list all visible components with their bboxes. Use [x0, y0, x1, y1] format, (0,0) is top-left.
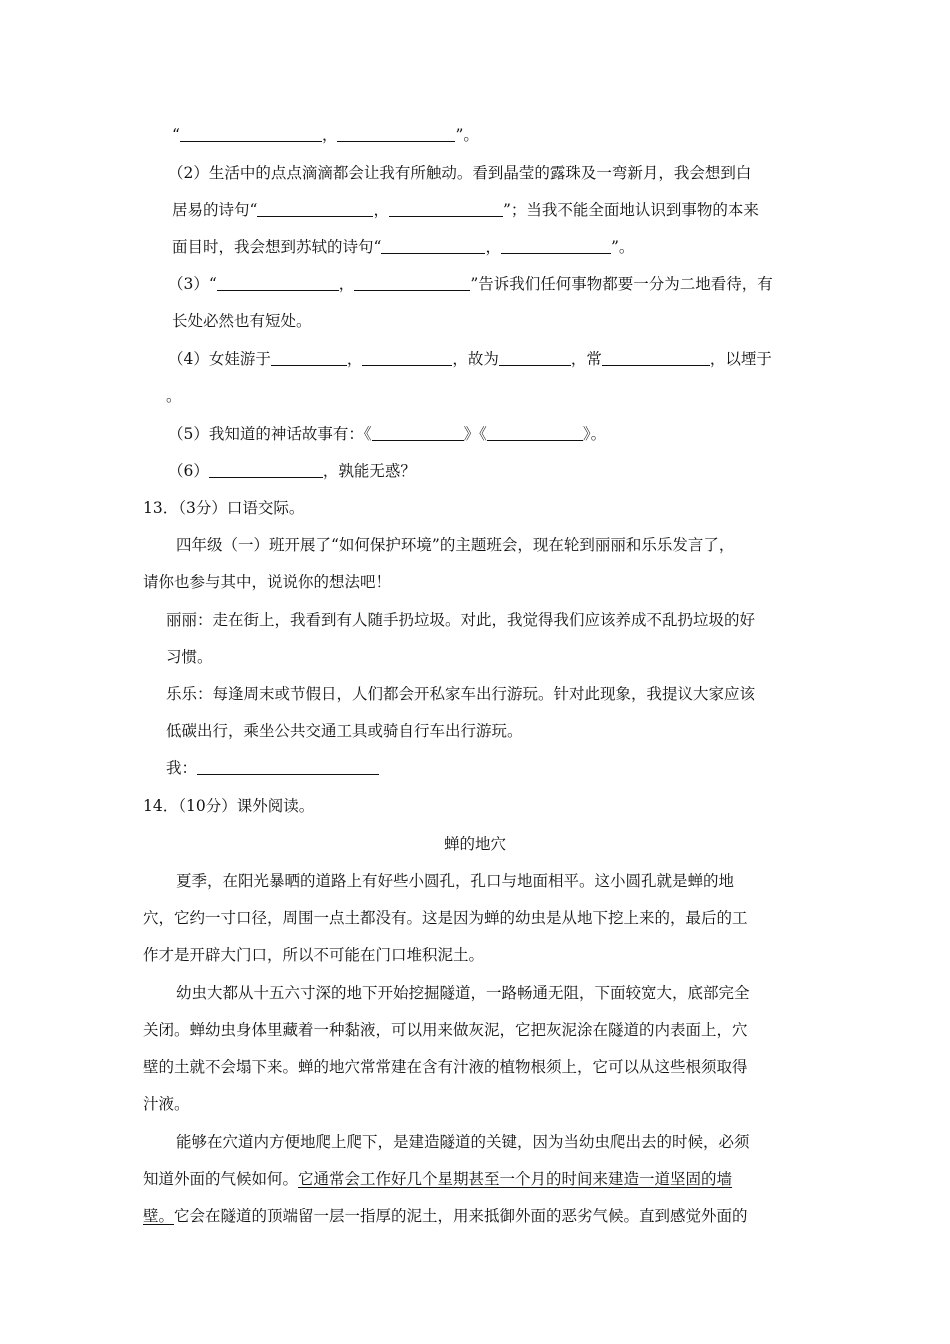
answer-blank[interactable] — [209, 462, 323, 478]
q12-1-continuation: “ ， ”。 — [172, 126, 479, 144]
q12-4-line-1: （4）女娃游于 ， ，故为 ，常 ，以堙于 — [168, 350, 772, 368]
answer-blank[interactable] — [197, 759, 379, 775]
q12-6: （6） ，孰能无惑？ — [168, 462, 416, 480]
para2-line-4: 汁液。 — [143, 1095, 190, 1113]
q13-lele-line-2: 低碳出行，乘坐公共交通工具或骑自行车出行游玩。 — [166, 722, 523, 740]
para1-line-3: 作才是开辟大门口，所以不可能在门口堆积泥土。 — [143, 946, 485, 964]
q12-5: （5）我知道的神话故事有：《 》《 》。 — [168, 425, 607, 443]
answer-blank[interactable] — [381, 238, 485, 254]
para1-line-2: 穴，它约一寸口径，周围一点土都没有。这是因为蝉的幼虫是从地下挖上来的，最后的工 — [143, 909, 748, 927]
para3-line-3: 壁。它会在隧道的顶端留一层一指厚的泥土，用来抵御外面的恶劣气候。直到感觉外面的 — [143, 1207, 748, 1225]
article-title: 蝉的地穴 — [443, 835, 506, 853]
para2-line-1: 幼虫大都从十五六寸深的地下开始挖掘隧道，一路畅通无阻，下面较宽大，底部完全 — [176, 984, 750, 1002]
answer-blank[interactable] — [501, 238, 611, 254]
answer-blank[interactable] — [389, 201, 503, 217]
q12-2-line-3: 面目时，我会想到苏轼的诗句“ ， ”。 — [172, 238, 635, 256]
q12-2-line-1: （2）生活中的点点滴滴都会让我有所触动。看到晶莹的露珠及一弯新月，我会想到白 — [168, 164, 752, 182]
q13-lele-line-1: 乐乐：每逢周末或节假日，人们都会开私家车出行游玩。针对此现象，我提议大家应该 — [166, 685, 756, 703]
answer-blank[interactable] — [487, 425, 583, 441]
answer-blank[interactable] — [602, 350, 710, 366]
q13-prompt-line-1: 四年级（一）班开展了“如何保护环境”的主题班会，现在轮到丽丽和乐乐发言了， — [176, 536, 735, 554]
q12-3-line-2: 长处必然也有短处。 — [172, 312, 312, 330]
q13-my-answer: 我： — [166, 758, 379, 778]
underlined-sentence: 它通常会工作好几个星期甚至一个月的时间来建造一道坚固的墙 — [298, 1170, 733, 1188]
question-14-title: 14．（10分）课外阅读。 — [143, 797, 315, 815]
q13-lili-line-1: 丽丽：走在街上，我看到有人随手扔垃圾。对此，我觉得我们应该养成不乱扔垃圾的好 — [166, 611, 756, 629]
answer-blank[interactable] — [180, 126, 322, 142]
underlined-sentence-end: 壁。 — [143, 1207, 175, 1225]
answer-blank[interactable] — [354, 275, 470, 291]
answer-blank[interactable] — [271, 350, 347, 366]
answer-blank[interactable] — [217, 275, 339, 291]
answer-blank[interactable] — [499, 350, 571, 366]
para2-line-3: 壁的土就不会塌下来。蝉的地穴常常建在含有汁液的植物根须上，它可以从这些根须取得 — [143, 1058, 748, 1076]
question-13-title: 13．（3分）口语交际。 — [143, 499, 305, 517]
q13-lili-line-2: 习惯。 — [166, 648, 213, 666]
para1-line-1: 夏季，在阳光暴晒的道路上有好些小圆孔，孔口与地面相平。这小圆孔就是蝉的地 — [176, 872, 735, 890]
answer-blank[interactable] — [372, 425, 464, 441]
q12-4-line-2: 。 — [166, 387, 182, 405]
para3-line-1: 能够在穴道内方便地爬上爬下，是建造隧道的关键，因为当幼虫爬出去的时候，必须 — [176, 1133, 750, 1151]
answer-blank[interactable] — [362, 350, 452, 366]
q12-3-line-1: （3）“ ， ”告诉我们任何事物都要一分为二地看待，有 — [168, 275, 773, 293]
q13-prompt-line-2: 请你也参与其中，说说你的想法吧！ — [143, 573, 392, 591]
answer-blank[interactable] — [337, 126, 455, 142]
q12-2-line-2: 居易的诗句“ ， ”；当我不能全面地认识到事物的本来 — [172, 201, 759, 219]
answer-blank[interactable] — [257, 201, 373, 217]
para2-line-2: 关闭。蝉幼虫身体里藏着一种黏液，可以用来做灰泥，它把灰泥涂在隧道的内表面上，穴 — [143, 1021, 748, 1039]
para3-line-2: 知道外面的气候如何。它通常会工作好几个星期甚至一个月的时间来建造一道坚固的墙 — [143, 1170, 733, 1188]
